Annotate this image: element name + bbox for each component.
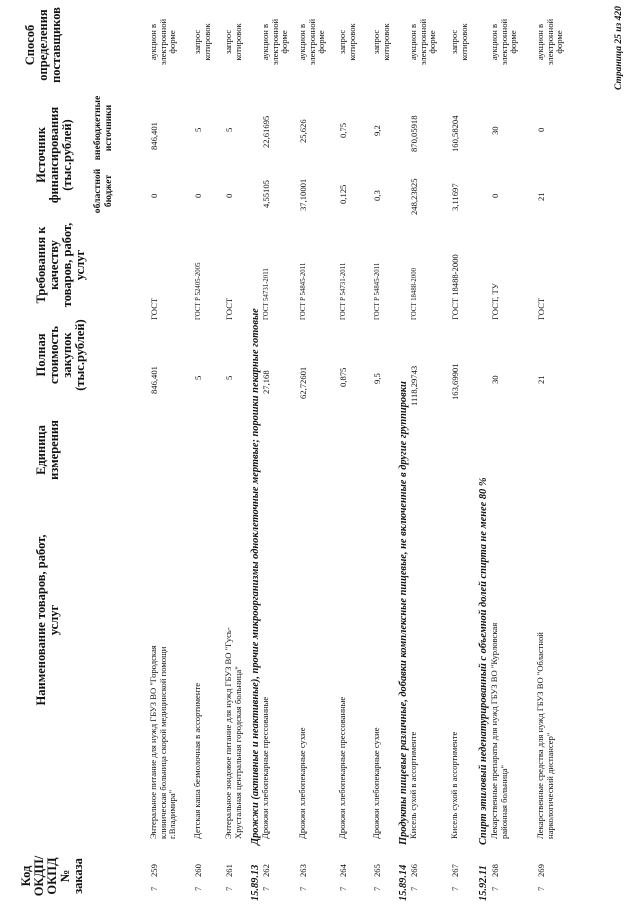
row-method: аукцион в электронной форме (535, 18, 564, 66)
header-code: Код ОКДП/ ОКПД № заказа (19, 855, 85, 897)
row-ext: 22,61695 (261, 115, 271, 148)
row-obl: 4,55105 (261, 180, 271, 208)
row-cost: 5 (193, 375, 203, 380)
row-obl: 37,10001 (298, 178, 308, 211)
row-ext: 5 (224, 127, 234, 132)
row-num1: 7 (298, 886, 308, 891)
row-obl: 0 (149, 193, 159, 198)
row-cost: 27,168 (261, 370, 271, 394)
header-cost: Полная стоимость закупок (тыс.рублей) (34, 319, 87, 391)
row-cost: 9,5 (372, 373, 382, 384)
header-unit: Единица измерения (34, 420, 61, 480)
row-req: ГОСТ (149, 297, 159, 320)
row-cost: 0,875 (338, 367, 348, 387)
row-cost: 30 (490, 375, 500, 384)
row-num2: 266 (409, 864, 419, 877)
row-method: аукцион в электронной форме (489, 18, 518, 66)
row-req: ГОСТ 54731-2011 (263, 268, 270, 320)
row-ext: 30 (490, 126, 500, 135)
row-req: ГОСТ 18488-2000 (450, 254, 460, 320)
row-req: ГОСТ Р 54845-2011 (374, 262, 381, 320)
row-method: запрос котировок (449, 23, 469, 61)
row-obl: 0 (224, 193, 234, 198)
group-code: 15.89.13 (250, 864, 261, 901)
group-text: Продукты пищевые различные, добавки комплексные пищевые, не включенные в другие группировки (398, 381, 409, 845)
row-req: ГОСТ (224, 297, 234, 320)
row-method: запрос котировок (337, 23, 357, 61)
row-req: ГОСТ Р 52405-2005 (195, 262, 202, 320)
row-cost: 1118,29743 (409, 365, 419, 406)
row-num1: 7 (409, 886, 419, 891)
row-req: ГОСТ, ТУ (490, 283, 500, 320)
row-cost: 846,401 (149, 366, 159, 394)
row-name: Кисель сухой в ассортименте (408, 731, 418, 839)
row-obl: 21 (536, 192, 546, 201)
row-num2: 261 (224, 864, 234, 877)
row-req: ГОСТ (536, 297, 546, 320)
row-num2: 260 (193, 864, 203, 877)
row-num1: 7 (193, 886, 203, 891)
row-num1: 7 (224, 886, 234, 891)
row-ext: 846,401 (149, 122, 159, 150)
row-obl: 0 (490, 193, 500, 198)
group-code: 15.89.14 (398, 864, 409, 901)
row-method: запрос котировок (223, 23, 243, 61)
row-name: Дрожжи хлебопекарные сухие (297, 727, 307, 839)
row-method: аукцион в электронной форме (408, 18, 437, 66)
row-num2: 269 (536, 864, 546, 877)
row-ext: 0 (536, 127, 546, 132)
row-name: Кисель сухой в ассортименте (449, 731, 459, 839)
row-req: ГОСТ 18488-2000 (411, 268, 418, 320)
header-source-ext: внебюджетные источники (92, 95, 114, 161)
group-code: 15.92.11 (478, 865, 489, 901)
row-cost: 5 (224, 375, 234, 380)
row-num1: 7 (149, 886, 159, 891)
row-method: запрос котировок (192, 23, 212, 61)
row-method: аукцион в электронной форме (297, 18, 326, 66)
row-obl: 0 (193, 193, 203, 198)
row-cost: 21 (536, 375, 546, 384)
row-num2: 259 (149, 864, 159, 877)
group-text: Дрожжи (активные и неактивные), прочие микроорганизмы одноклеточные мертвые; порошки пекарные готовые (250, 308, 261, 845)
row-method: запрос котировок (371, 23, 391, 61)
header-source: Источник финансирования (тыс.рублей) (34, 106, 74, 204)
row-req: ГОСТ Р 54845-2011 (300, 262, 307, 320)
row-cost: 62,72601 (298, 366, 308, 399)
row-num2: 263 (298, 864, 308, 877)
row-num2: 262 (261, 864, 271, 877)
row-ext: 5 (193, 127, 203, 132)
row-num2: 267 (450, 864, 460, 877)
group-text: Спирт этиловый неденатурированный с объемной долей спирта не менее 80 % (478, 477, 489, 845)
row-name: Энтеральное питание для нужд ГБУЗ ВО "Городская клиническая больница скорой медицинской помощи г.Владимира" (148, 645, 177, 839)
row-num1: 7 (261, 886, 271, 891)
row-num1: 7 (450, 886, 460, 891)
row-req: ГОСТ Р 54731-2011 (340, 262, 347, 320)
page-footer: Страница 25 из 420 (614, 6, 624, 90)
row-num1: 7 (372, 886, 382, 891)
row-name: Дрожжи хлебопекарные прессованные (260, 696, 270, 839)
header-req: Требования к качеству товаров, работ, услуг (34, 222, 87, 308)
row-method: аукцион в электронной форме (260, 18, 289, 66)
row-obl: 0,3 (372, 190, 382, 201)
row-num1: 7 (490, 886, 500, 891)
row-name: Детская каша безмолочная в ассортименте (192, 682, 202, 839)
row-method: аукцион в электронной форме (148, 18, 177, 66)
header-method: Способ определения поставщиков (23, 7, 63, 83)
row-name: Энтеральное зондовое питание для нужд ГБУЗ ВО "Гусь-Хрустальная центральная городская больница" (223, 627, 243, 839)
row-name: Лекарственные препараты для нужд ГБУЗ ВО "Курловская районная больница" (489, 622, 509, 839)
row-ext: 25,626 (298, 119, 308, 143)
row-ext: 870,05918 (409, 115, 419, 152)
row-name: Лекарственные средства для нужд ГБУЗ ВО "Областной наркологический диспансер" (535, 632, 555, 839)
row-num2: 264 (338, 864, 348, 877)
row-name: Дрожжи хлебопекарные прессованные (337, 696, 347, 839)
row-ext: 0,75 (338, 122, 348, 138)
row-ext: 160,58204 (450, 115, 460, 152)
row-name: Дрожжи хлебопекарные сухие (371, 727, 381, 839)
row-obl: 248,23825 (409, 178, 419, 215)
row-num2: 268 (490, 864, 500, 877)
header-name: Наименование товаров, работ, услуг (34, 534, 61, 706)
row-obl: 3,11697 (450, 183, 460, 211)
row-obl: 0,125 (338, 184, 348, 204)
header-source-obl: областной бюджет (92, 168, 114, 214)
row-ext: 9,2 (372, 125, 382, 136)
row-num1: 7 (536, 886, 546, 891)
row-num1: 7 (338, 886, 348, 891)
row-cost: 163,69901 (450, 363, 460, 400)
row-num2: 265 (372, 864, 382, 877)
